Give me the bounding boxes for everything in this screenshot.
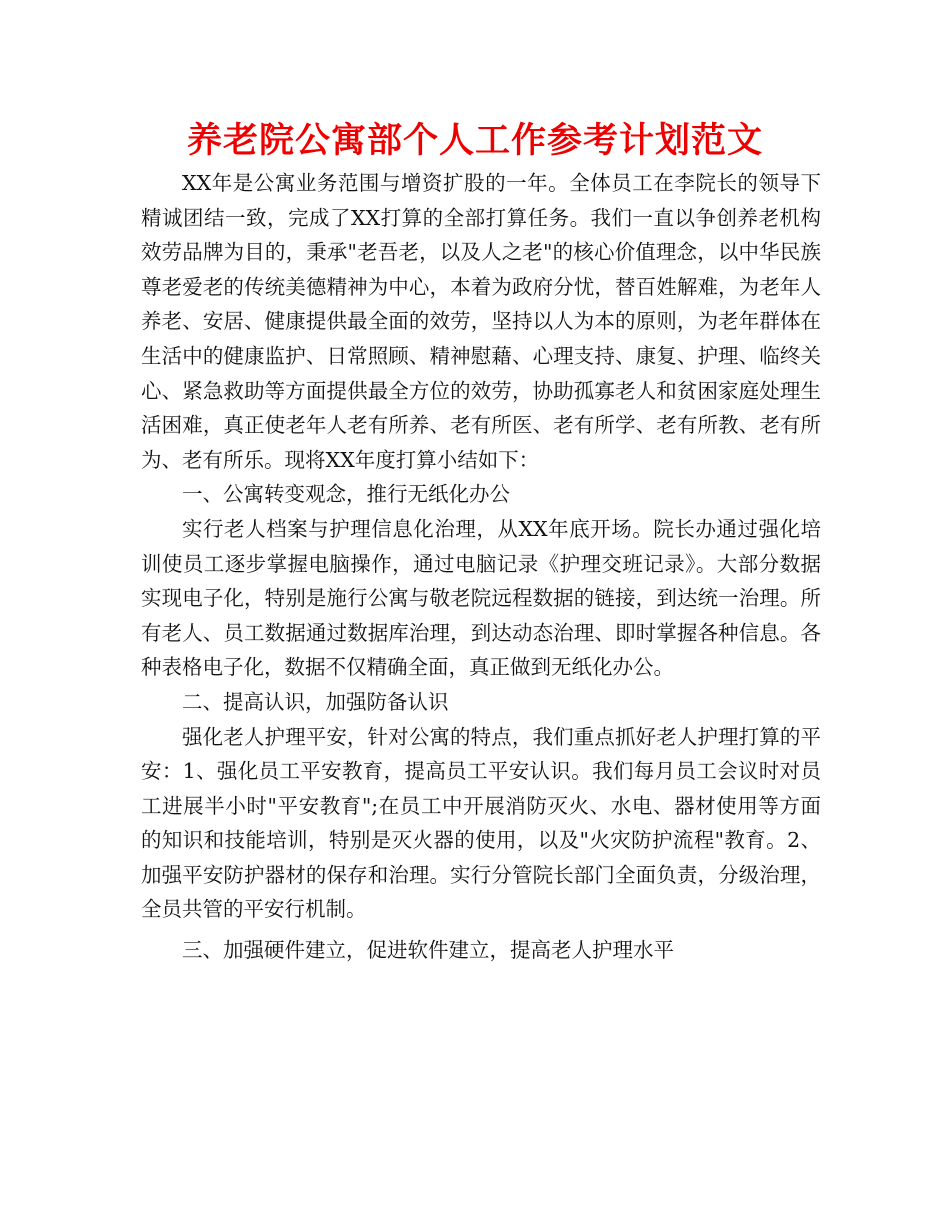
section-heading-1: 一、公寓转变观念，推行无纸化办公 [182, 482, 510, 507]
section-heading-2: 二、提高认识，加强防备认识 [182, 689, 449, 714]
document-body [141, 166, 821, 968]
intro-paragraph: XX年是公寓业务范围与增资扩股的一年。全体员工在李院长的领导下精诚团结一致，完成了XX打算的全部打算任务。我们一直以争创养老机构效劳品牌为目的，秉承"老吾老，以及人之老"的核心价值理念，以中华民族尊老爱老的传统美德精神为中心，本着为政府分忧，替百姓解难，为老年人养老、安居、健康提供最全面的效劳，坚持以人为本的原则，为老年群体在生活中的健康监护、日常照顾、精神慰藉、心理支持、康复、护理、临终关心、紧急救助等方面提供最全方位的效劳，协助孤寡老人和贫困家庭处理生活困难，真正使老年人老有所养、老有所医、老有所学、老有所教、老有所为、老有所乐。现将XX年度打算小结如下： [141, 171, 821, 472]
section-heading-3: 三、加强硬件建立，促进软件建立，提高老人护理水平 [182, 938, 674, 963]
section-paragraph-1: 实行老人档案与护理信息化治理，从XX年底开场。院长办通过强化培训使员工逐步掌握电脑操作，通过电脑记录《护理交班记录》。大部分数据实现电子化，特别是施行公寓与敬老院远程数据的链接，到达统一治理。所有老人、员工数据通过数据库治理，到达动态治理、即时掌握各种信息。各种表格电子化，数据不仅精确全面，真正做到无纸化办公。 [141, 516, 821, 680]
document-title: 养老院公寓部个人工作参考计划范文 [186, 121, 763, 161]
section-paragraph-2: 强化老人护理平安，针对公寓的特点，我们重点抓好老人护理打算的平安：1、强化员工平安教育，提高员工平安认识。我们每月员工会议时对员工进展半小时"平安教育";在员工中开展消防灭火、水电、器材使用等方面的知识和技能培训，特别是灭火器的使用，以及"火灾防护流程"教育。2、加强平安防护器材的保存和治理。实行分管院长部门全面负责，分级治理，全员共管的平安行机制。 [141, 724, 821, 922]
